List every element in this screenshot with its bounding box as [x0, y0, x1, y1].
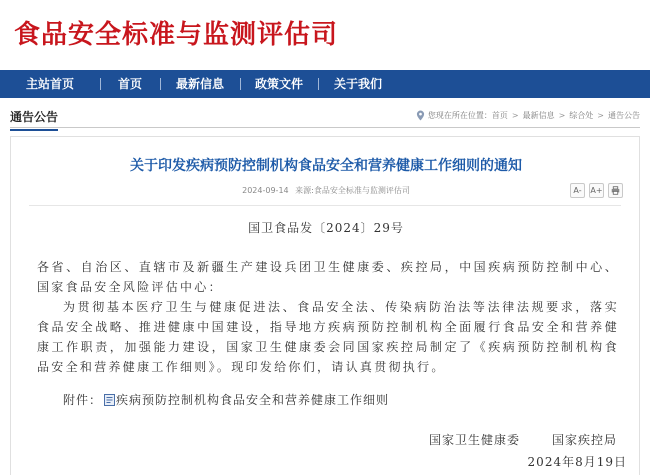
font-larger-button[interactable]: A+	[589, 183, 604, 198]
attachment-label: 附件：	[63, 393, 103, 407]
nav-item-about-us[interactable]: 关于我们	[318, 70, 398, 98]
signer-cdc: 国家疾控局	[551, 433, 617, 447]
article-paragraph: 为贯彻基本医疗卫生与健康促进法、食品安全法、传染病防治法等法律法规要求，落实食品安全战略、推进健康中国建设，指导地方疾病预防控制机构全面履行食品安全和营养健康工作职责，加强能力建设，国家卫生健康委会同国家疾控局制定了《疾病预防控制机构食品安全和营养健康工作细则》。现印发给你们，请认真贯彻执行。	[37, 300, 619, 374]
section-header	[10, 106, 640, 128]
font-smaller-button[interactable]: A-	[570, 183, 585, 198]
print-icon	[611, 186, 620, 195]
article-source: 来源:食品安全标准与监测评估司	[295, 186, 410, 195]
article-date: 2024-09-14	[242, 186, 289, 195]
breadcrumb-item-latest-info[interactable]: 最新信息	[522, 111, 555, 120]
nav-item-policy-documents[interactable]: 政策文件	[240, 70, 318, 98]
location-pin-icon	[416, 110, 425, 121]
attachment-row	[63, 391, 389, 408]
attachment-link[interactable]: 疾病预防控制机构食品安全和营养健康工作细则	[116, 393, 390, 407]
recipients: 各省、自治区、直辖市及新疆生产建设兵团卫生健康委、疾控局，中国疾病预防控制中心、国家食品安全风险评估中心：	[37, 260, 619, 294]
main-nav	[0, 70, 650, 98]
document-file-icon	[104, 394, 115, 406]
breadcrumb-item-home[interactable]: 首页	[491, 111, 508, 120]
nav-item-main-home[interactable]: 主站首页	[25, 77, 74, 91]
breadcrumb-separator: >	[558, 111, 566, 120]
divider	[29, 205, 621, 206]
breadcrumb-item-general-office[interactable]: 综合处	[569, 111, 594, 120]
article-container	[10, 136, 640, 475]
breadcrumb-separator: >	[597, 111, 604, 120]
signer-nhc: 国家卫生健康委	[428, 433, 520, 447]
article-tools	[570, 183, 623, 198]
breadcrumb-item-announcements[interactable]: 通告公告	[608, 111, 640, 120]
article-meta	[11, 185, 641, 196]
print-button[interactable]	[608, 183, 623, 198]
nav-item-latest-info[interactable]: 最新信息	[160, 70, 240, 98]
site-title: 食品安全标准与监测评估司	[14, 20, 339, 50]
signature-date: 2024年8月19日	[527, 455, 627, 469]
section-title: 通告公告	[10, 108, 58, 131]
article-title: 关于印发疾病预防控制机构食品安全和营养健康工作细则的通知	[130, 158, 522, 174]
nav-item-home[interactable]: 首页	[100, 70, 160, 98]
signature-line	[429, 431, 617, 448]
breadcrumb-separator: >	[511, 111, 519, 120]
breadcrumb-prefix: 您现在所在位置：	[427, 111, 492, 120]
document-number: 国卫食品发〔2024〕29号	[248, 221, 404, 235]
breadcrumb	[416, 110, 640, 121]
